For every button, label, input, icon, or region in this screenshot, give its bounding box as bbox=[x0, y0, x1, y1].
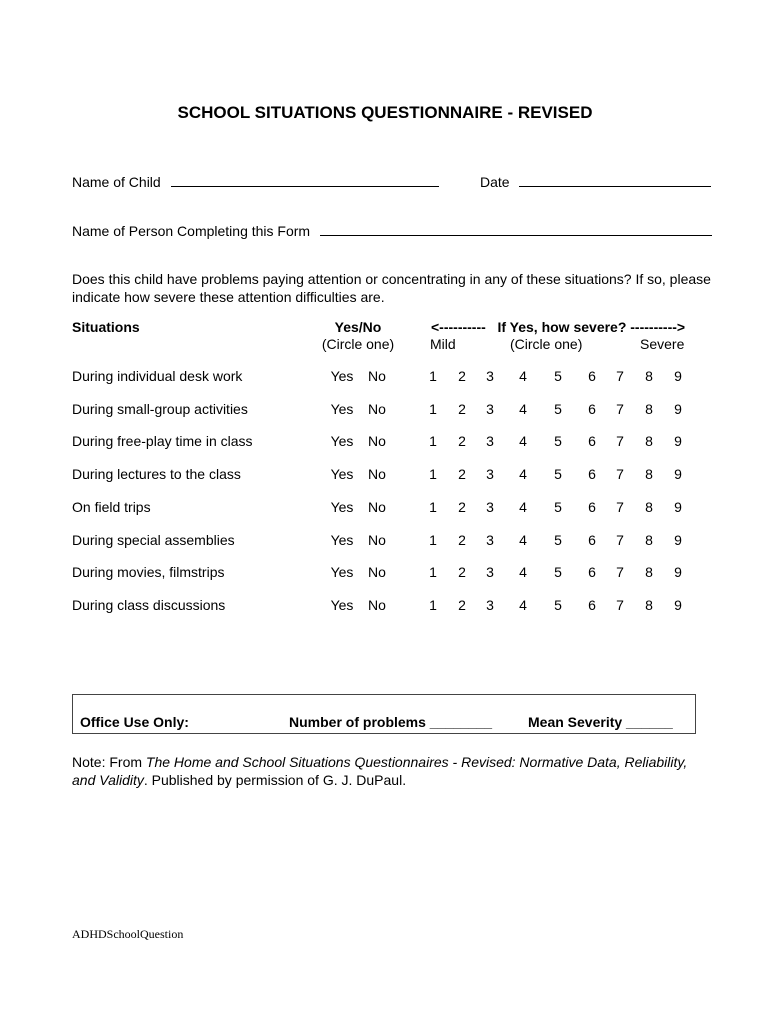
situation-label: During free-play time in class bbox=[72, 433, 253, 449]
severity-option-9[interactable]: 9 bbox=[674, 433, 682, 449]
no-option[interactable]: No bbox=[368, 564, 386, 580]
situations-heading: Situations bbox=[72, 319, 140, 335]
mild-label: Mild bbox=[430, 336, 456, 352]
severity-option-6[interactable]: 6 bbox=[588, 532, 596, 548]
severity-option-1[interactable]: 1 bbox=[429, 433, 437, 449]
yes-option[interactable]: Yes bbox=[330, 368, 354, 384]
severity-option-7[interactable]: 7 bbox=[616, 368, 624, 384]
severity-option-7[interactable]: 7 bbox=[616, 466, 624, 482]
severity-option-3[interactable]: 3 bbox=[486, 532, 494, 548]
note-citation: The Home and School Situations Questionnaires - Revised: Normative Data, Reliability, and Validity bbox=[72, 754, 688, 788]
no-option[interactable]: No bbox=[368, 401, 386, 417]
severity-option-4[interactable]: 4 bbox=[519, 466, 527, 482]
severity-option-6[interactable]: 6 bbox=[588, 564, 596, 580]
yes-option[interactable]: Yes bbox=[330, 532, 354, 548]
severity-option-7[interactable]: 7 bbox=[616, 433, 624, 449]
citation-note bbox=[72, 753, 712, 789]
name-of-child-line[interactable] bbox=[171, 172, 439, 187]
mean-severity: Mean Severity ______ bbox=[528, 714, 673, 730]
situation-label: During individual desk work bbox=[72, 368, 243, 384]
severity-option-4[interactable]: 4 bbox=[519, 499, 527, 515]
date-line[interactable] bbox=[519, 172, 711, 187]
severity-option-3[interactable]: 3 bbox=[486, 499, 494, 515]
severity-option-8[interactable]: 8 bbox=[645, 564, 653, 580]
no-option[interactable]: No bbox=[368, 466, 386, 482]
severity-option-5[interactable]: 5 bbox=[554, 499, 562, 515]
severity-option-9[interactable]: 9 bbox=[674, 499, 682, 515]
name-of-child-field bbox=[72, 172, 439, 190]
severity-option-8[interactable]: 8 bbox=[645, 532, 653, 548]
severity-option-5[interactable]: 5 bbox=[554, 466, 562, 482]
severity-option-5[interactable]: 5 bbox=[554, 368, 562, 384]
severity-option-2[interactable]: 2 bbox=[458, 564, 466, 580]
no-option[interactable]: No bbox=[368, 532, 386, 548]
situation-label: On field trips bbox=[72, 499, 151, 515]
severe-label: Severe bbox=[640, 336, 685, 352]
date-label: Date bbox=[480, 174, 510, 190]
severity-option-1[interactable]: 1 bbox=[429, 466, 437, 482]
severity-option-6[interactable]: 6 bbox=[588, 466, 596, 482]
severity-option-5[interactable]: 5 bbox=[554, 433, 562, 449]
severity-option-1[interactable]: 1 bbox=[429, 401, 437, 417]
severity-option-2[interactable]: 2 bbox=[458, 532, 466, 548]
circle-one-right: (Circle one) bbox=[510, 336, 583, 352]
no-option[interactable]: No bbox=[368, 499, 386, 515]
severity-option-8[interactable]: 8 bbox=[645, 466, 653, 482]
severity-option-5[interactable]: 5 bbox=[554, 532, 562, 548]
severity-option-3[interactable]: 3 bbox=[486, 564, 494, 580]
severity-option-9[interactable]: 9 bbox=[674, 401, 682, 417]
severity-option-4[interactable]: 4 bbox=[519, 532, 527, 548]
severity-option-6[interactable]: 6 bbox=[588, 368, 596, 384]
severity-option-2[interactable]: 2 bbox=[458, 433, 466, 449]
severity-option-1[interactable]: 1 bbox=[429, 499, 437, 515]
office-use-label: Office Use Only: bbox=[80, 714, 189, 730]
footer-filename: ADHDSchoolQuestion bbox=[72, 927, 184, 941]
severity-option-2[interactable]: 2 bbox=[458, 466, 466, 482]
severity-option-8[interactable]: 8 bbox=[645, 433, 653, 449]
no-option[interactable]: No bbox=[368, 368, 386, 384]
situation-label: During lectures to the class bbox=[72, 466, 241, 482]
severity-option-7[interactable]: 7 bbox=[616, 564, 624, 580]
severity-option-4[interactable]: 4 bbox=[519, 368, 527, 384]
severity-option-7[interactable]: 7 bbox=[616, 401, 624, 417]
situation-label: During small-group activities bbox=[72, 401, 248, 417]
intro-text: Does this child have problems paying attention or concentrating in any of these situations? If so, please indicate how severe these attention difficulties are. bbox=[72, 271, 711, 305]
severity-option-3[interactable]: 3 bbox=[486, 368, 494, 384]
yes-option[interactable]: Yes bbox=[330, 597, 354, 613]
note-suffix: . Published by permission of G. J. DuPaul. bbox=[143, 772, 407, 788]
number-of-problems: Number of problems ________ bbox=[289, 714, 493, 730]
severity-option-1[interactable]: 1 bbox=[429, 368, 437, 384]
severity-option-2[interactable]: 2 bbox=[458, 401, 466, 417]
yes-option[interactable]: Yes bbox=[330, 564, 354, 580]
severity-option-8[interactable]: 8 bbox=[645, 368, 653, 384]
name-of-person-field bbox=[72, 221, 712, 239]
severity-option-3[interactable]: 3 bbox=[486, 597, 494, 613]
severity-option-8[interactable]: 8 bbox=[645, 499, 653, 515]
severity-option-8[interactable]: 8 bbox=[645, 597, 653, 613]
severity-option-9[interactable]: 9 bbox=[674, 597, 682, 613]
severity-option-9[interactable]: 9 bbox=[674, 532, 682, 548]
severity-option-1[interactable]: 1 bbox=[429, 597, 437, 613]
severity-option-6[interactable]: 6 bbox=[588, 597, 596, 613]
form-title: SCHOOL SITUATIONS QUESTIONNAIRE - REVISED bbox=[177, 103, 593, 122]
severity-option-5[interactable]: 5 bbox=[554, 564, 562, 580]
severity-option-7[interactable]: 7 bbox=[616, 532, 624, 548]
no-option[interactable]: No bbox=[368, 433, 386, 449]
severity-option-2[interactable]: 2 bbox=[458, 499, 466, 515]
severity-option-5[interactable]: 5 bbox=[554, 597, 562, 613]
severity-option-7[interactable]: 7 bbox=[616, 597, 624, 613]
severity-option-5[interactable]: 5 bbox=[554, 401, 562, 417]
note-prefix: Note: From bbox=[72, 754, 146, 770]
circle-one-left: (Circle one) bbox=[321, 336, 395, 352]
situation-label: During special assemblies bbox=[72, 532, 235, 548]
yes-option[interactable]: Yes bbox=[330, 433, 354, 449]
severity-option-4[interactable]: 4 bbox=[519, 564, 527, 580]
severity-option-1[interactable]: 1 bbox=[429, 532, 437, 548]
severity-option-1[interactable]: 1 bbox=[429, 564, 437, 580]
name-of-person-line[interactable] bbox=[320, 221, 712, 236]
severity-option-6[interactable]: 6 bbox=[588, 499, 596, 515]
situation-label: During class discussions bbox=[72, 597, 226, 613]
severity-option-4[interactable]: 4 bbox=[519, 401, 527, 417]
severity-option-7[interactable]: 7 bbox=[616, 499, 624, 515]
severity-option-9[interactable]: 9 bbox=[674, 466, 682, 482]
severity-option-8[interactable]: 8 bbox=[645, 401, 653, 417]
severity-option-2[interactable]: 2 bbox=[458, 368, 466, 384]
severity-option-9[interactable]: 9 bbox=[674, 564, 682, 580]
severity-option-2[interactable]: 2 bbox=[458, 597, 466, 613]
severity-option-6[interactable]: 6 bbox=[588, 401, 596, 417]
date-field bbox=[480, 172, 711, 190]
name-of-child-label: Name of Child bbox=[72, 174, 161, 190]
severity-option-3[interactable]: 3 bbox=[486, 433, 494, 449]
yes-no-heading: Yes/No bbox=[334, 319, 382, 335]
severity-option-3[interactable]: 3 bbox=[486, 401, 494, 417]
severity-heading: <---------- If Yes, how severe? ----------> bbox=[431, 319, 686, 335]
severity-option-9[interactable]: 9 bbox=[674, 368, 682, 384]
no-option[interactable]: No bbox=[368, 597, 386, 613]
yes-option[interactable]: Yes bbox=[330, 466, 354, 482]
name-of-person-label: Name of Person Completing this Form bbox=[72, 223, 311, 239]
severity-option-4[interactable]: 4 bbox=[519, 433, 527, 449]
severity-option-3[interactable]: 3 bbox=[486, 466, 494, 482]
severity-option-4[interactable]: 4 bbox=[519, 597, 527, 613]
yes-option[interactable]: Yes bbox=[330, 499, 354, 515]
situation-label: During movies, filmstrips bbox=[72, 564, 225, 580]
severity-option-6[interactable]: 6 bbox=[588, 433, 596, 449]
yes-option[interactable]: Yes bbox=[330, 401, 354, 417]
